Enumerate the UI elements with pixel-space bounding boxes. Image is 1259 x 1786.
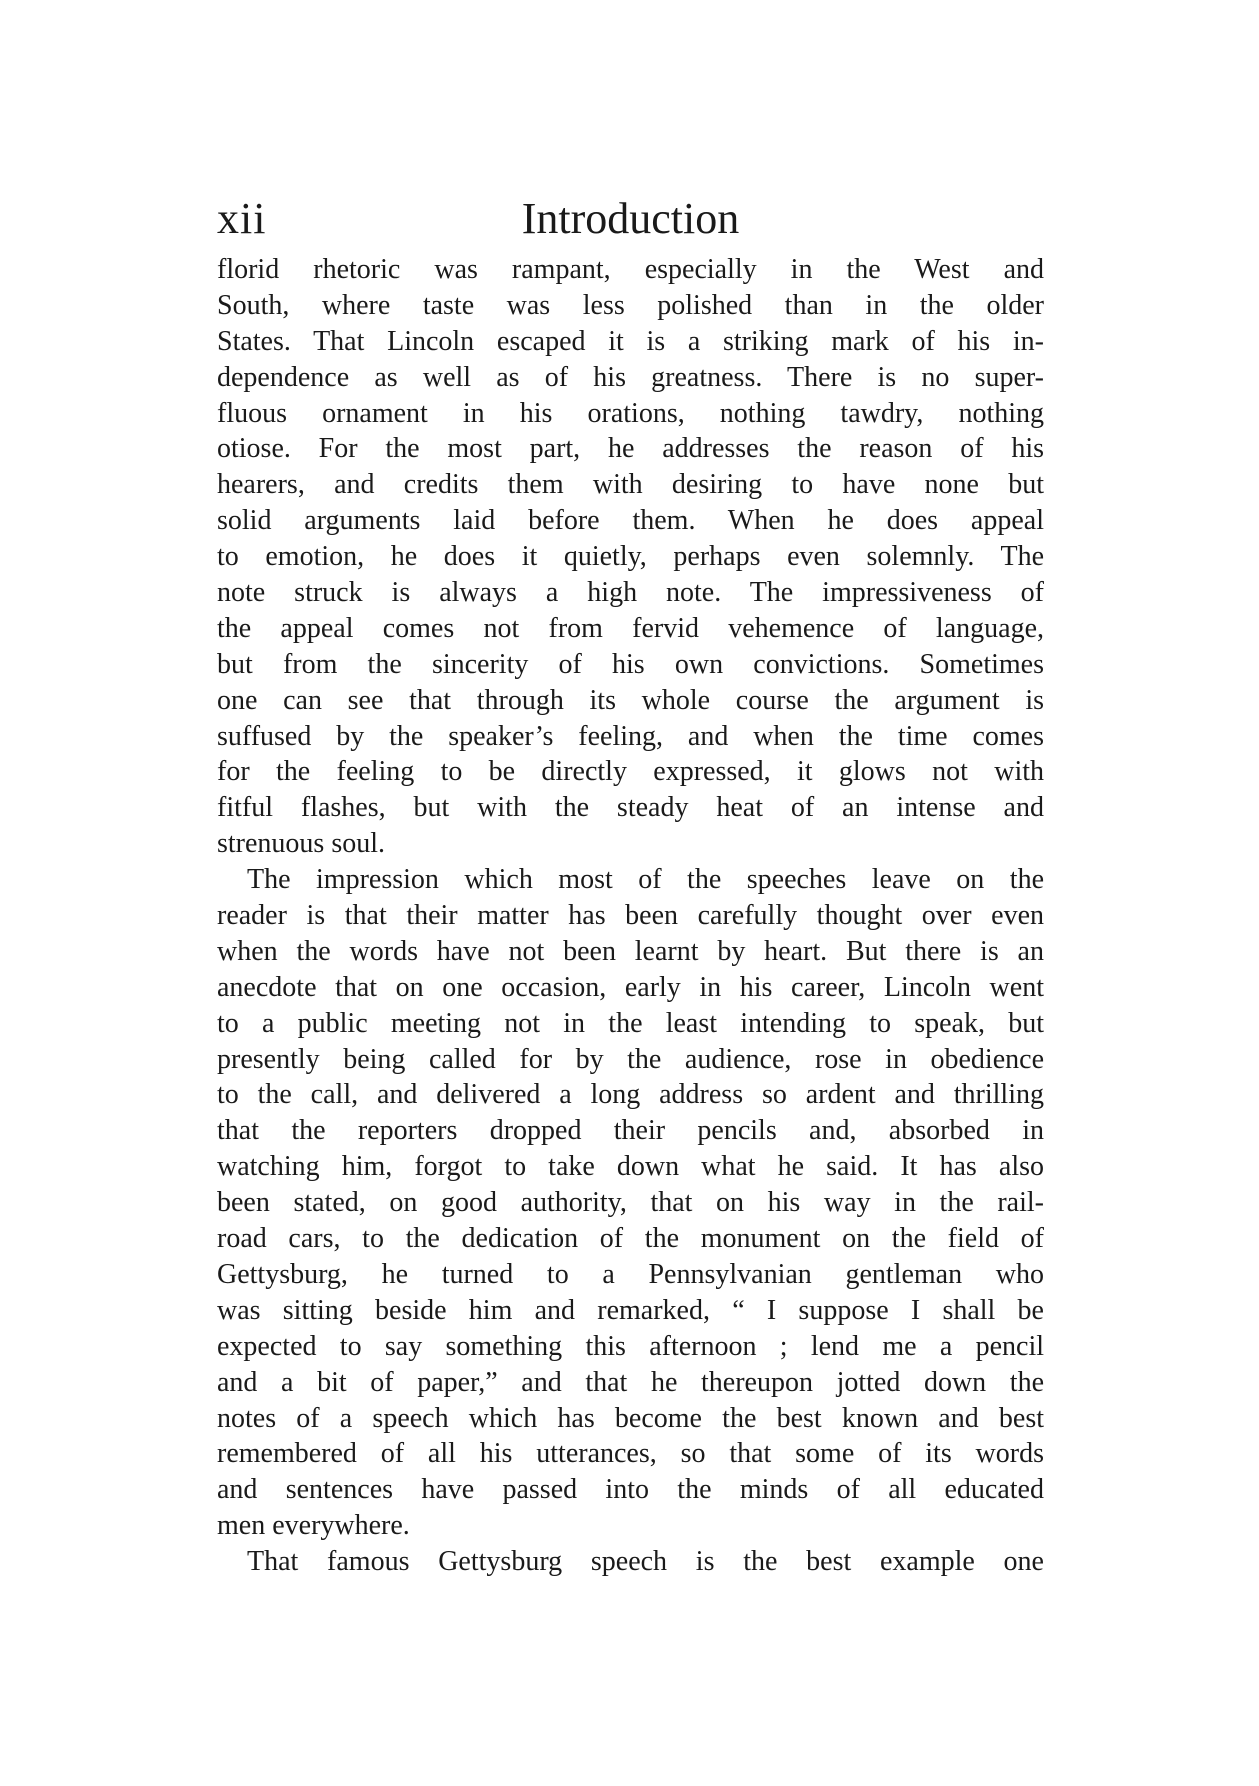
text-line: and sentences have passed into the minds of all educated bbox=[217, 1474, 1044, 1506]
text-line: to the call, and delivered a long address so ardent and thrilling bbox=[217, 1079, 1044, 1111]
text-line: men everywhere. bbox=[217, 1510, 410, 1542]
text-line: that the reporters dropped their pencils and, absorbed in bbox=[217, 1115, 1044, 1147]
text-line: watching him, forgot to take down what he said. It has also bbox=[217, 1151, 1044, 1183]
text-line: Gettysburg, he turned to a Pennsylvanian gentleman who bbox=[217, 1258, 1044, 1290]
running-title: Introduction bbox=[521, 194, 740, 243]
text-line: fluous ornament in his orations, nothing tawdry, nothing bbox=[217, 397, 1044, 429]
page-number: xii bbox=[217, 194, 267, 243]
text-line: solid arguments laid before them. When he does appeal bbox=[217, 505, 1044, 537]
text-line: notes of a speech which has become the best known and best bbox=[217, 1402, 1044, 1434]
paragraph-3 bbox=[217, 1544, 1044, 1580]
text-line: and a bit of paper,” and that he thereupon jotted down the bbox=[217, 1366, 1044, 1398]
text-line: to a public meeting not in the least intending to speak, but bbox=[217, 1007, 1044, 1039]
text-line: anecdote that on one occasion, early in his career, Lincoln went bbox=[217, 971, 1044, 1003]
paragraph-1 bbox=[217, 252, 1044, 862]
book-page bbox=[217, 190, 1044, 1580]
text-line: note struck is always a high note. The impressiveness of bbox=[217, 577, 1044, 609]
text-line: dependence as well as of his greatness. There is no super- bbox=[217, 361, 1044, 393]
text-line: otiose. For the most part, he addresses the reason of his bbox=[217, 433, 1044, 465]
text-line: but from the sincerity of his own convictions. Sometimes bbox=[217, 648, 1044, 680]
text-line: reader is that their matter has been carefully thought over even bbox=[217, 900, 1044, 932]
text-line: expected to say something this afternoon ; lend me a pencil bbox=[217, 1330, 1044, 1362]
text-line: florid rhetoric was rampant, especially in the West and bbox=[217, 254, 1044, 285]
text-line: one can see that through its whole course the argument is bbox=[217, 684, 1044, 716]
text-line: South, where taste was less polished than in the older bbox=[217, 289, 1044, 321]
body-text bbox=[217, 252, 1044, 1580]
text-line: States. That Lincoln escaped it is a striking mark of his in- bbox=[217, 325, 1044, 357]
text-line: hearers, and credits them with desiring to have none but bbox=[217, 469, 1044, 501]
text-line: road cars, to the dedication of the monument on the field of bbox=[217, 1223, 1044, 1255]
text-line: was sitting beside him and remarked, “ I suppose I shall be bbox=[217, 1294, 1044, 1326]
text-line: That famous Gettysburg speech is the best example one bbox=[247, 1546, 1044, 1578]
running-header bbox=[217, 190, 1044, 248]
paragraph-2 bbox=[217, 862, 1044, 1544]
text-line: for the feeling to be directly expressed, it glows not with bbox=[217, 756, 1044, 788]
text-line: strenuous soul. bbox=[217, 828, 385, 860]
text-line: the appeal comes not from fervid vehemence of language, bbox=[217, 612, 1044, 644]
text-line: to emotion, he does it quietly, perhaps even solemnly. The bbox=[217, 541, 1044, 573]
text-line: been stated, on good authority, that on his way in the rail- bbox=[217, 1187, 1044, 1219]
text-line: suffused by the speaker’s feeling, and when the time comes bbox=[217, 720, 1044, 752]
text-line: fitful flashes, but with the steady heat of an intense and bbox=[217, 792, 1044, 824]
text-line: remembered of all his utterances, so that some of its words bbox=[217, 1438, 1044, 1470]
text-line: presently being called for by the audience, rose in obedience bbox=[217, 1043, 1044, 1075]
text-line: The impression which most of the speeches leave on the bbox=[247, 864, 1044, 896]
text-line: when the words have not been learnt by heart. But there is an bbox=[217, 935, 1044, 967]
